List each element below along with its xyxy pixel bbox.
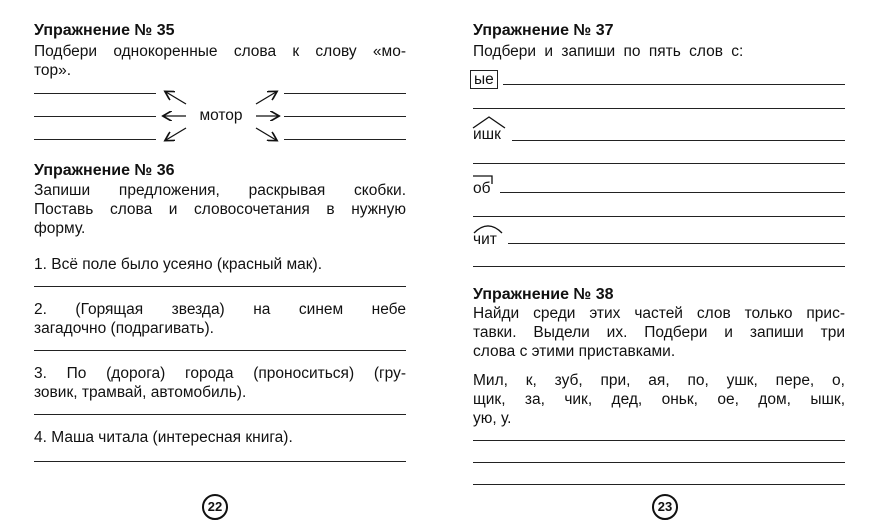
page-number-right: 23: [652, 494, 678, 520]
answer-line[interactable]: [508, 243, 845, 244]
answer-line[interactable]: [34, 414, 406, 415]
morpheme-ending: ые: [470, 70, 498, 89]
morpheme-root: чит: [473, 231, 497, 248]
ex37-instruction: Подбери и запиши по пять слов с:: [473, 43, 744, 60]
page-number-left: 22: [202, 494, 228, 520]
sentence-4: 4. Маша читала (интересная книга).: [34, 429, 293, 446]
answer-line[interactable]: [473, 440, 845, 441]
ex35-title: Упражнение № 35: [34, 22, 175, 39]
answer-line[interactable]: [473, 108, 845, 109]
ex35-text-line2: тор».: [34, 62, 72, 79]
ex38-text-line2: тавки. Выдели их. Подбери и запиши три: [473, 324, 845, 341]
answer-line[interactable]: [34, 286, 406, 287]
answer-line[interactable]: [284, 139, 406, 140]
answer-line[interactable]: [473, 484, 845, 485]
answer-line[interactable]: [34, 350, 406, 351]
answer-line[interactable]: [473, 216, 845, 217]
answer-line[interactable]: [34, 461, 406, 462]
ex38-text-line3: слова с этими приставками.: [473, 343, 676, 360]
ex36-title: Упражнение № 36: [34, 162, 175, 179]
word-parts-line1: Мил, к, зуб, при, ая, по, ушк, пере, о,: [473, 372, 845, 389]
ex36-text-line1: Запиши предложения, раскрывая скобки.: [34, 182, 406, 199]
answer-line[interactable]: [284, 116, 406, 117]
word-parts-line3: ую, у.: [473, 410, 512, 427]
answer-line[interactable]: [34, 93, 156, 94]
ex36-text-line2: Поставь слова и словосочетания в нужную: [34, 201, 406, 218]
answer-line[interactable]: [473, 462, 845, 463]
morpheme-prefix: об: [473, 180, 491, 197]
answer-line[interactable]: [503, 84, 845, 85]
ex38-title: Упражнение № 38: [473, 286, 614, 303]
ex37-title: Упражнение № 37: [473, 22, 614, 39]
answer-line[interactable]: [500, 192, 845, 193]
sentence-3-line2: зовик, трамвай, автомобиль).: [34, 384, 247, 401]
root-word: мотор: [199, 107, 243, 124]
ex38-text-line1: Найди среди этих частей слов только прис-: [473, 305, 845, 322]
sentence-2-line1: 2. (Горящая звезда) на синем небе: [34, 301, 406, 318]
morpheme-suffix: ишк: [473, 126, 501, 143]
ex35-text-line1: Подбери однокоренные слова к слову «мо-: [34, 43, 406, 60]
answer-line[interactable]: [473, 266, 845, 267]
sentence-3-line1: 3. По (дорога) города (проноситься) (гру-: [34, 365, 406, 382]
answer-line[interactable]: [284, 93, 406, 94]
answer-line[interactable]: [34, 116, 156, 117]
sentence-1: 1. Всё поле было усеяно (красный мак).: [34, 256, 323, 273]
answer-line[interactable]: [34, 139, 156, 140]
word-parts-line2: щик, за, чик, дед, оньк, ое, дом, ышк,: [473, 391, 845, 408]
answer-line[interactable]: [512, 140, 845, 141]
ex36-text-line3: форму.: [34, 220, 86, 237]
answer-line[interactable]: [473, 163, 845, 164]
sentence-2-line2: загадочно (подрагивать).: [34, 320, 214, 337]
